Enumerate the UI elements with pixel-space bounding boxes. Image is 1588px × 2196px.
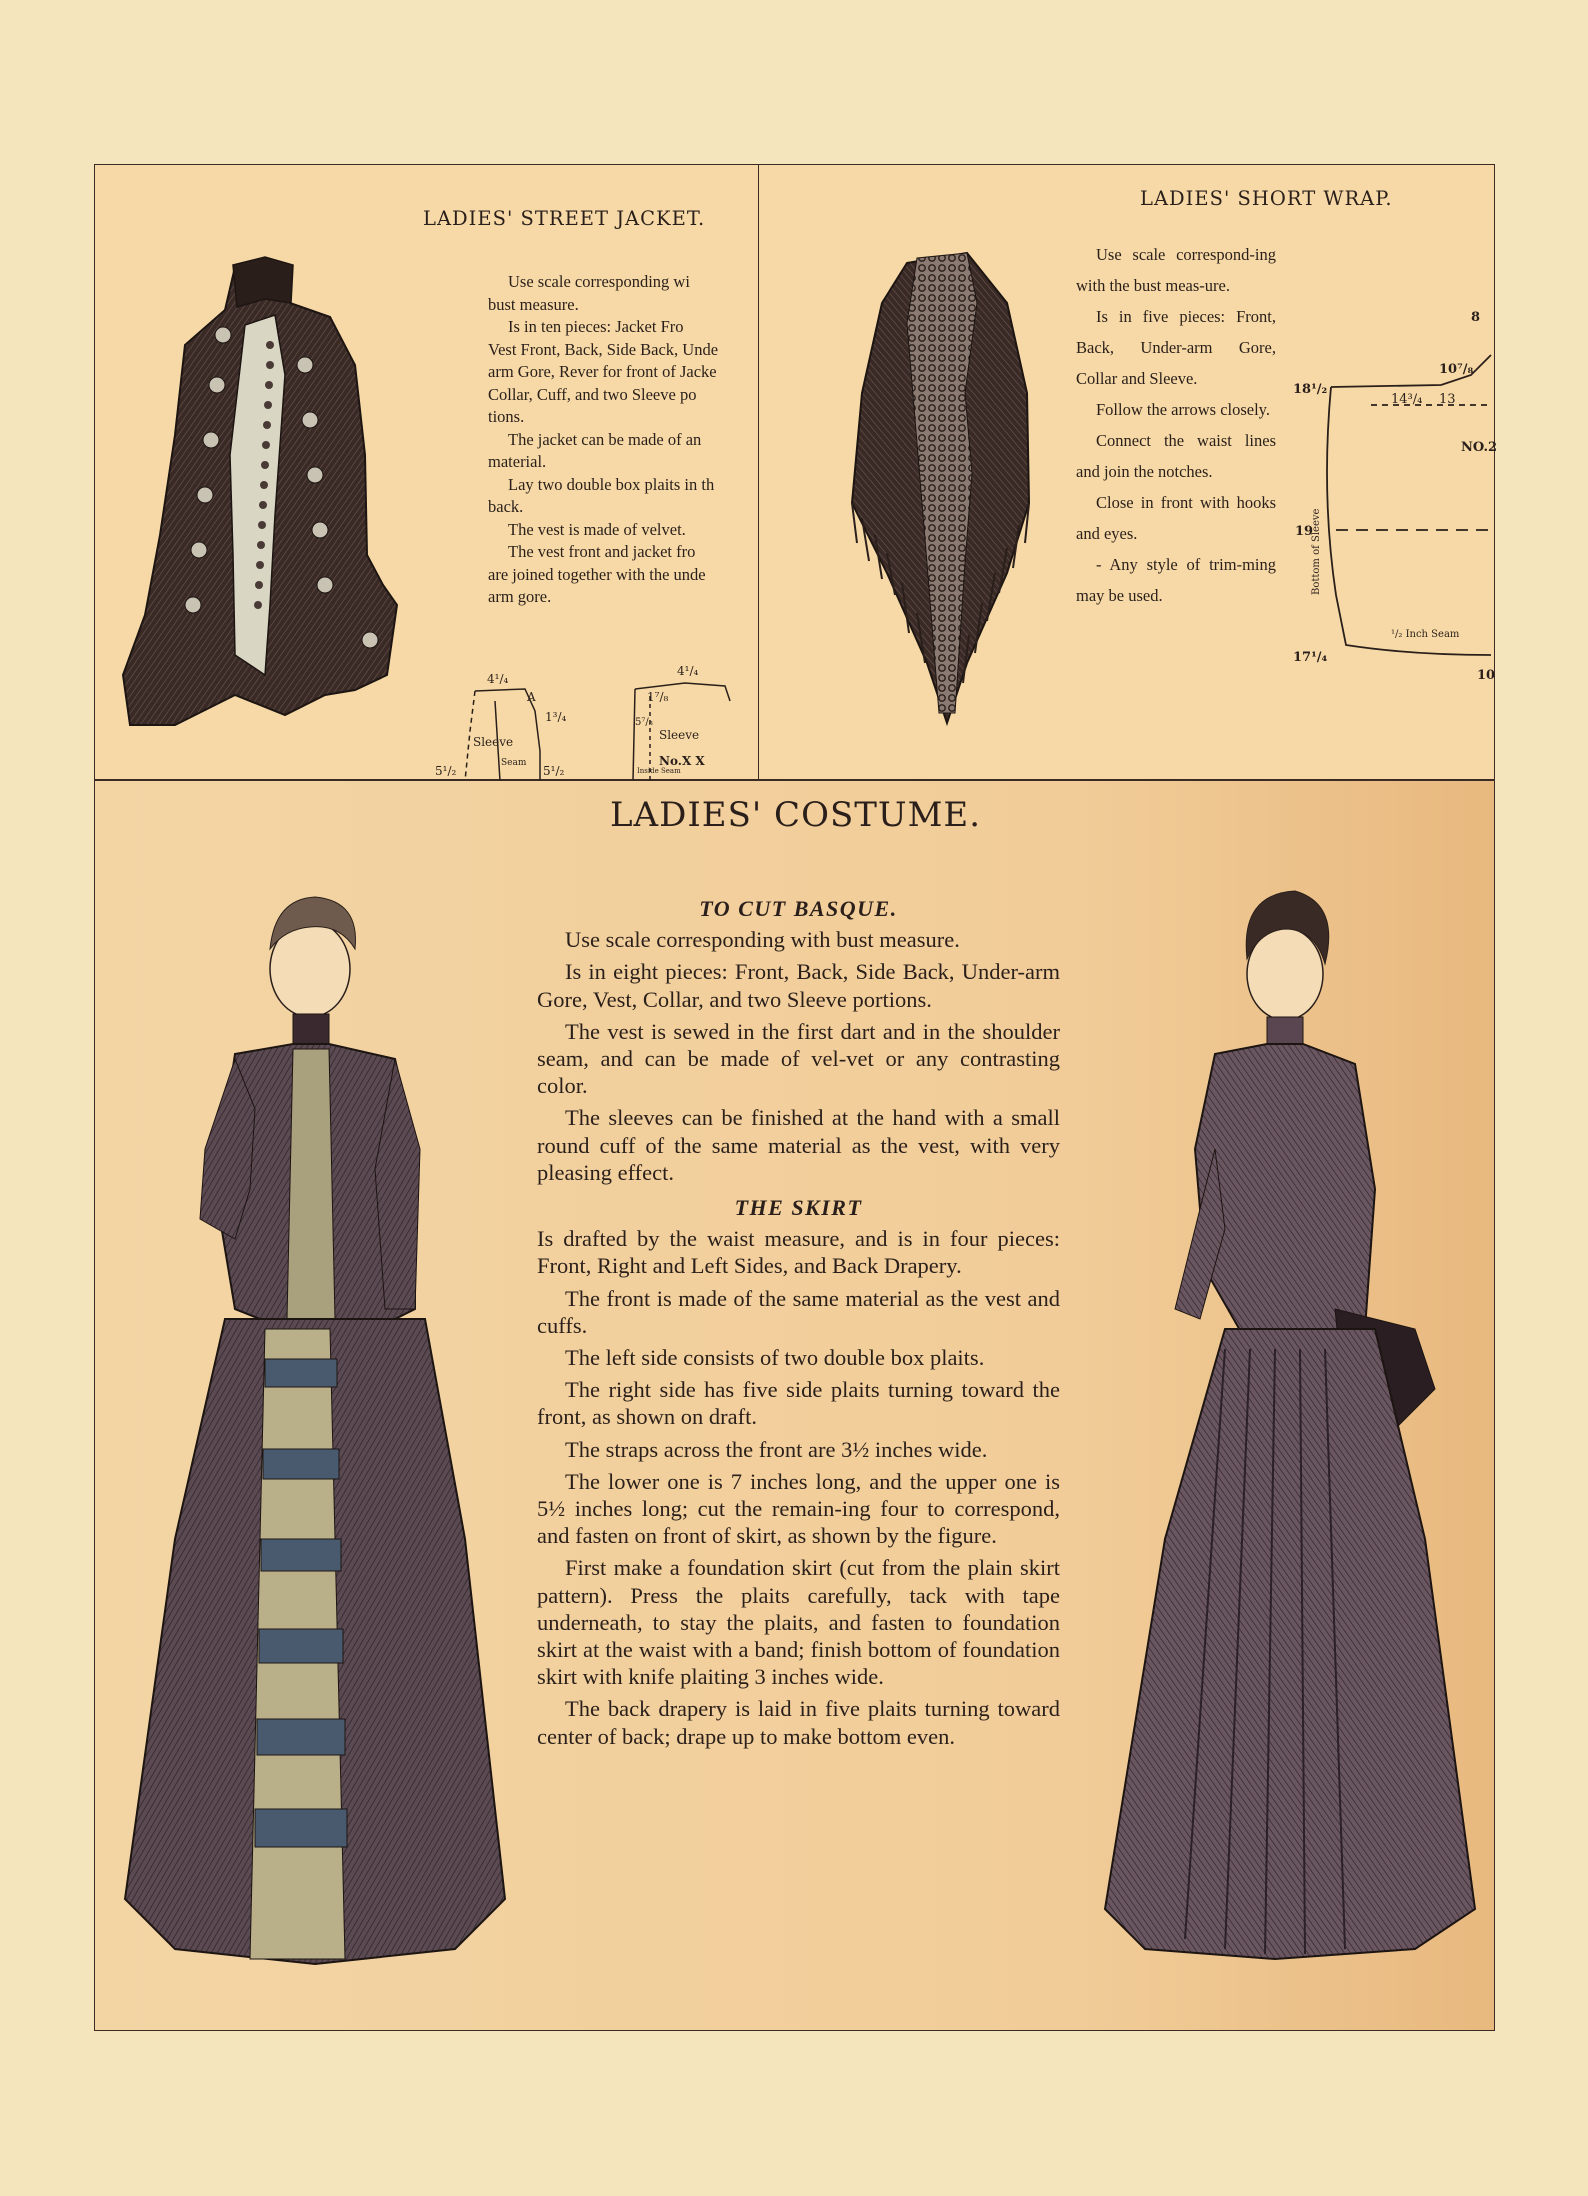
short-wrap-text bbox=[1076, 239, 1276, 611]
draft-label: 5¹/₂ bbox=[543, 764, 565, 778]
jacket-line: bust measure. bbox=[488, 294, 579, 314]
skirt-paragraph: The lower one is 7 inches long, and the upper one is 5½ inches long; cut the remain-ing four to correspond, and fasten on front of skirt, as shown by the figure. bbox=[537, 1468, 1060, 1549]
skirt-paragraph: The left side consists of two double box plaits. bbox=[565, 1345, 985, 1371]
jacket-line: are joined together with the unde bbox=[488, 564, 706, 584]
basque-paragraph: The sleeves can be finished at the hand with a small round cuff of the same material as the vest, with very pleasing effect. bbox=[537, 1105, 1060, 1185]
wrap-paragraph: Close in front with hooks and eyes. bbox=[1076, 493, 1276, 543]
draft-label: No.X X bbox=[659, 754, 705, 768]
skirt-heading: THE SKIRT bbox=[734, 1195, 863, 1221]
wrap-paragraph: Is in five pieces: Front, Back, Under-arm Gore, Collar and Sleeve. bbox=[1076, 307, 1276, 388]
skirt-paragraph: The front is made of the same material as the vest and cuffs. bbox=[537, 1285, 1060, 1338]
street-jacket-text bbox=[488, 271, 778, 609]
skirt-paragraph: First make a foundation skirt (cut from the plain skirt pattern). Press the plaits carefully, tack with tape underneath, to stay the plaits, and fasten to foundation skirt at the waist with a band; finish bottom of foundation skirt with knife plaiting 3 inches wide. bbox=[537, 1555, 1060, 1690]
draft-label: A bbox=[527, 690, 536, 704]
draft-label: 18¹/₂ bbox=[1293, 382, 1328, 397]
draft-label: 1⁷/₈ bbox=[647, 690, 669, 704]
skirt-paragraph: Is drafted by the waist measure, and is in four pieces: Front, Right and Left Sides, and Back Drapery. bbox=[537, 1226, 1060, 1279]
wrap-pattern-draft bbox=[1291, 295, 1498, 725]
draft-label: Seam bbox=[501, 758, 527, 768]
basque-heading: TO CUT BASQUE. bbox=[699, 896, 898, 921]
draft-label: 1³/₄ bbox=[545, 710, 567, 724]
draft-label: 13 bbox=[1439, 392, 1456, 407]
costume-figure-front bbox=[115, 889, 535, 1979]
draft-label: ¹/₂ Inch Seam bbox=[1391, 629, 1460, 640]
draft-label: Sleeve bbox=[659, 728, 700, 742]
draft-label: 5⁷/₈ bbox=[635, 717, 653, 728]
jacket-line: Collar, Cuff, and two Sleeve po bbox=[488, 384, 697, 404]
jacket-line: Use scale corresponding wi bbox=[508, 272, 690, 291]
costume-figure-back bbox=[1075, 889, 1495, 1979]
jacket-line: Vest Front, Back, Side Back, Unde bbox=[488, 339, 719, 359]
skirt-paragraph: The right side has five side plaits turning toward the front, as shown on draft. bbox=[537, 1377, 1060, 1430]
draft-label: 5¹/₂ bbox=[435, 764, 457, 778]
basque-paragraph: Use scale corresponding with bust measure. bbox=[565, 927, 960, 953]
jacket-line: Lay two double box plaits in th bbox=[508, 474, 715, 494]
jacket-line: Is in ten pieces: Jacket Fro bbox=[508, 317, 684, 336]
jacket-line: tions. bbox=[488, 407, 525, 426]
draft-label: 4¹/₄ bbox=[677, 664, 699, 678]
draft-label: 19 bbox=[1295, 524, 1314, 539]
jacket-line: arm gore. bbox=[488, 587, 552, 606]
jacket-pattern-drafts bbox=[435, 661, 765, 781]
jacket-line: The vest front and jacket fro bbox=[508, 542, 696, 561]
ladies-costume-panel bbox=[94, 780, 1495, 2031]
wrap-paragraph: Use scale correspond-ing with the bust meas-ure. bbox=[1076, 245, 1276, 295]
skirt-paragraph: The straps across the front are 3½ inches wide. bbox=[565, 1436, 988, 1462]
ladies-costume-title: LADIES' COSTUME. bbox=[609, 795, 982, 835]
short-wrap-illustration bbox=[847, 243, 1037, 763]
jacket-line: The jacket can be made of an bbox=[508, 429, 702, 449]
short-wrap-title: LADIES' SHORT WRAP. bbox=[1140, 187, 1393, 210]
jacket-line: back. bbox=[488, 497, 524, 516]
jacket-line: The vest is made of velvet. bbox=[508, 519, 686, 539]
draft-label: Inside Seam bbox=[637, 767, 681, 775]
basque-paragraph: The vest is sewed in the first dart and in the shoulder seam, and can be made of vel-vet or any contrasting color. bbox=[537, 1018, 1060, 1099]
draft-label: 17¹/₄ bbox=[1293, 650, 1328, 665]
draft-label: 10 bbox=[1477, 668, 1496, 683]
draft-label: 10⁷/₈ bbox=[1439, 362, 1474, 377]
draft-label: Bottom of Sleeve bbox=[1311, 508, 1322, 595]
wrap-paragraph: - Any style of trim-ming may be used. bbox=[1076, 555, 1276, 605]
skirt-paragraph: The back drapery is laid in five plaits turning toward center of back; drape up to make bottom even. bbox=[537, 1696, 1060, 1749]
draft-label: 14³/₄ bbox=[1391, 392, 1423, 407]
wrap-paragraph: Connect the waist lines and join the notches. bbox=[1076, 431, 1276, 481]
jacket-line: arm Gore, Rever for front of Jacke bbox=[488, 362, 717, 381]
street-jacket-panel bbox=[94, 164, 759, 780]
draft-label: 4¹/₄ bbox=[487, 672, 509, 686]
costume-instructions bbox=[537, 895, 1060, 1755]
jacket-line: material. bbox=[488, 452, 547, 471]
draft-label: 8 bbox=[1471, 310, 1481, 325]
street-jacket-title: LADIES' STREET JACKET. bbox=[423, 207, 706, 230]
wrap-paragraph: Follow the arrows closely. bbox=[1096, 400, 1270, 419]
short-wrap-panel bbox=[758, 164, 1498, 780]
draft-label: NO.2 bbox=[1461, 440, 1498, 455]
draft-label: Sleeve bbox=[473, 735, 514, 749]
basque-paragraph: Is in eight pieces: Front, Back, Side Back, Under-arm Gore, Vest, Collar, and two Sleeve portions. bbox=[537, 959, 1060, 1012]
street-jacket-illustration bbox=[115, 255, 435, 815]
